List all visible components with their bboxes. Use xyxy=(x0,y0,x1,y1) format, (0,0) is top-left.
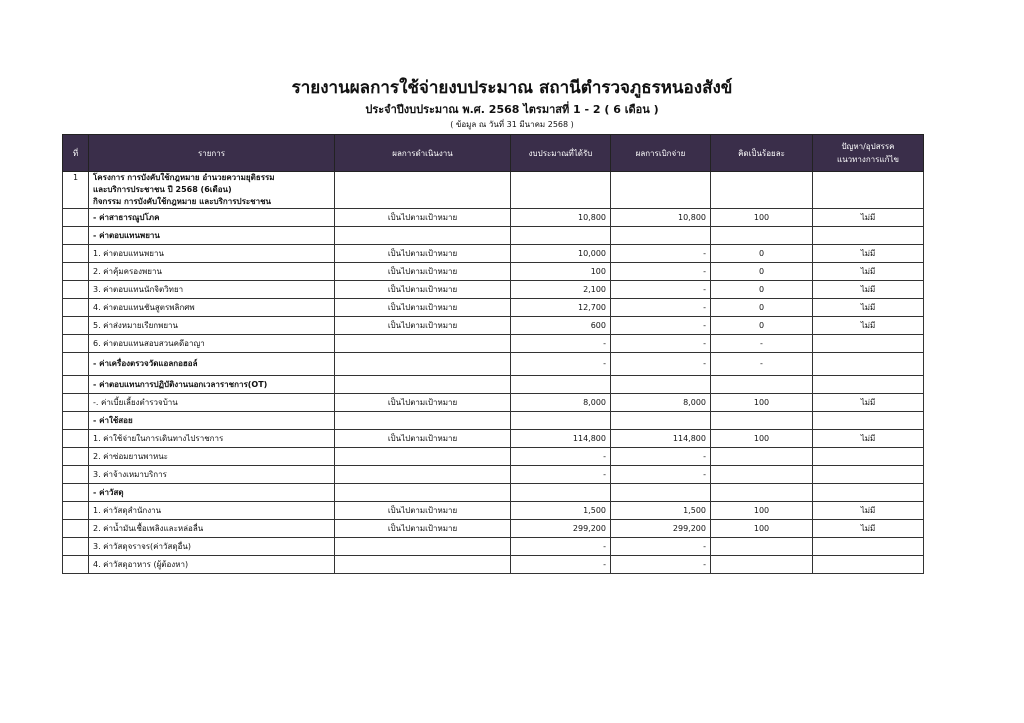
row-no xyxy=(63,263,89,281)
row-no xyxy=(63,484,89,502)
row-spent: - xyxy=(611,263,711,281)
row-spent xyxy=(611,484,711,502)
row-budget: - xyxy=(511,556,611,574)
row-spent xyxy=(611,227,711,245)
header-item: รายการ xyxy=(89,135,335,172)
row-result: เป็นไปตามเป้าหมาย xyxy=(335,209,511,227)
row-result: เป็นไปตามเป้าหมาย xyxy=(335,245,511,263)
project-description xyxy=(89,172,335,209)
row-percent xyxy=(711,466,813,484)
row-problem: ไม่มี xyxy=(813,245,924,263)
row-budget: 8,000 xyxy=(511,394,611,412)
row-no xyxy=(63,376,89,394)
row-budget: 114,800 xyxy=(511,430,611,448)
row-problem: ไม่มี xyxy=(813,394,924,412)
row-problem xyxy=(813,227,924,245)
row-percent: 100 xyxy=(711,430,813,448)
row-label: 3. ค่าตอบแทนนักจิตวิทยา xyxy=(89,281,335,299)
row-label: -. ค่าเบี้ยเลี้ยงตำรวจบ้าน xyxy=(89,394,335,412)
row-spent: - xyxy=(611,556,711,574)
row-percent: 0 xyxy=(711,317,813,335)
project-no: 1 xyxy=(63,172,89,209)
row-label: - ค่าใช้สอย xyxy=(89,412,335,430)
row-percent: - xyxy=(711,335,813,353)
row-result xyxy=(335,227,511,245)
table-row xyxy=(63,209,924,227)
row-problem: ไม่มี xyxy=(813,430,924,448)
row-spent: - xyxy=(611,245,711,263)
header-result: ผลการดำเนินงาน xyxy=(335,135,511,172)
row-no xyxy=(63,502,89,520)
project-line-1: โครงการ การบังคับใช้กฎหมาย อำนวยความยุติธรรม xyxy=(93,173,275,182)
row-budget xyxy=(511,376,611,394)
header-problem-line1: ปัญหา/อุปสรรค xyxy=(841,142,895,151)
row-result: เป็นไปตามเป้าหมาย xyxy=(335,394,511,412)
row-label: - ค่าตอบแทนการปฏิบัติงานนอกเวลาราชการ(OT) xyxy=(89,376,335,394)
row-budget: 12,700 xyxy=(511,299,611,317)
row-problem: ไม่มี xyxy=(813,281,924,299)
budget-table xyxy=(62,134,924,574)
row-spent: 1,500 xyxy=(611,502,711,520)
row-budget: 600 xyxy=(511,317,611,335)
row-percent: - xyxy=(711,353,813,376)
row-budget: 2,100 xyxy=(511,281,611,299)
row-percent: 0 xyxy=(711,299,813,317)
data-date-note: ( ข้อมูล ณ วันที่ 31 มีนาคม 2568 ) xyxy=(450,120,574,129)
row-problem xyxy=(813,412,924,430)
row-label: 6. ค่าตอบแทนสอบสวนคดีอาญา xyxy=(89,335,335,353)
row-no xyxy=(63,448,89,466)
row-no xyxy=(63,394,89,412)
row-no xyxy=(63,317,89,335)
table-row xyxy=(63,227,924,245)
row-label: 3. ค่าจ้างเหมาบริการ xyxy=(89,466,335,484)
row-result xyxy=(335,466,511,484)
table-row xyxy=(63,317,924,335)
table-row xyxy=(63,281,924,299)
table-row xyxy=(63,394,924,412)
row-spent: 10,800 xyxy=(611,209,711,227)
table-row xyxy=(63,430,924,448)
row-problem: ไม่มี xyxy=(813,317,924,335)
row-spent: - xyxy=(611,466,711,484)
row-spent: 8,000 xyxy=(611,394,711,412)
row-budget: 10,800 xyxy=(511,209,611,227)
row-spent: - xyxy=(611,317,711,335)
row-spent: - xyxy=(611,335,711,353)
row-budget: 10,000 xyxy=(511,245,611,263)
row-problem xyxy=(813,376,924,394)
row-percent: 100 xyxy=(711,520,813,538)
table-row xyxy=(63,448,924,466)
row-spent: 114,800 xyxy=(611,430,711,448)
row-percent xyxy=(711,484,813,502)
project-line-3: กิจกรรม การบังคับใช้กฎหมาย และบริการประชาชน xyxy=(93,197,271,206)
row-spent: - xyxy=(611,538,711,556)
row-result xyxy=(335,556,511,574)
row-percent: 0 xyxy=(711,245,813,263)
row-label: 2. ค่าคุ้มครองพยาน xyxy=(89,263,335,281)
row-percent xyxy=(711,376,813,394)
table-row xyxy=(63,376,924,394)
row-label: 1. ค่าวัสดุสำนักงาน xyxy=(89,502,335,520)
row-label: 2. ค่าน้ำมันเชื้อเพลิงและหล่อลื่น xyxy=(89,520,335,538)
row-label: 1. ค่าใช้จ่ายในการเดินทางไปราชการ xyxy=(89,430,335,448)
header-problem xyxy=(813,135,924,172)
project-percent xyxy=(711,172,813,209)
row-budget xyxy=(511,412,611,430)
table-row xyxy=(63,412,924,430)
row-budget: 299,200 xyxy=(511,520,611,538)
table-row xyxy=(63,484,924,502)
row-budget xyxy=(511,484,611,502)
row-label: - ค่าเครื่องตรวจวัดแอลกอฮอล์ xyxy=(89,353,335,376)
row-result xyxy=(335,412,511,430)
report-subtitle: ประจำปีงบประมาณ พ.ศ. 2568 ไตรมาสที่ 1 - 2 ( 6 เดือน ) xyxy=(365,103,659,116)
row-label: 3. ค่าวัสดุจราจร(ค่าวัสดุอื่น) xyxy=(89,538,335,556)
row-label: 2. ค่าซ่อมยานพาหนะ xyxy=(89,448,335,466)
project-budget xyxy=(511,172,611,209)
table-header-row xyxy=(63,135,924,172)
row-spent: - xyxy=(611,281,711,299)
row-no xyxy=(63,466,89,484)
row-label: 5. ค่าส่งหมายเรียกพยาน xyxy=(89,317,335,335)
row-result xyxy=(335,353,511,376)
row-budget: - xyxy=(511,466,611,484)
row-budget: - xyxy=(511,448,611,466)
row-budget: - xyxy=(511,353,611,376)
row-result: เป็นไปตามเป้าหมาย xyxy=(335,263,511,281)
row-result: เป็นไปตามเป้าหมาย xyxy=(335,520,511,538)
row-percent: 100 xyxy=(711,394,813,412)
row-no xyxy=(63,299,89,317)
row-percent: 100 xyxy=(711,502,813,520)
header-spent: ผลการเบิกจ่าย xyxy=(611,135,711,172)
row-percent xyxy=(711,227,813,245)
row-problem xyxy=(813,466,924,484)
row-label: 4. ค่าวัสดุอาหาร (ผู้ต้องหา) xyxy=(89,556,335,574)
row-percent xyxy=(711,556,813,574)
row-no xyxy=(63,353,89,376)
row-result: เป็นไปตามเป้าหมาย xyxy=(335,430,511,448)
row-label: - ค่าวัสดุ xyxy=(89,484,335,502)
row-result: เป็นไปตามเป้าหมาย xyxy=(335,281,511,299)
row-result: เป็นไปตามเป้าหมาย xyxy=(335,317,511,335)
row-problem: ไม่มี xyxy=(813,299,924,317)
table-row xyxy=(63,538,924,556)
table-row xyxy=(63,502,924,520)
table-row xyxy=(63,556,924,574)
project-row xyxy=(63,172,924,209)
row-problem: ไม่มี xyxy=(813,209,924,227)
row-label: 1. ค่าตอบแทนพยาน xyxy=(89,245,335,263)
row-problem: ไม่มี xyxy=(813,502,924,520)
table-row xyxy=(63,245,924,263)
row-spent xyxy=(611,412,711,430)
table-row xyxy=(63,520,924,538)
row-no xyxy=(63,430,89,448)
row-budget xyxy=(511,227,611,245)
row-result xyxy=(335,484,511,502)
project-problem xyxy=(813,172,924,209)
table-row xyxy=(63,299,924,317)
row-budget: 100 xyxy=(511,263,611,281)
row-result xyxy=(335,538,511,556)
table-row xyxy=(63,353,924,376)
row-problem xyxy=(813,335,924,353)
header-budget: งบประมาณที่ได้รับ xyxy=(511,135,611,172)
row-result xyxy=(335,335,511,353)
row-spent: - xyxy=(611,353,711,376)
row-spent xyxy=(611,376,711,394)
row-result: เป็นไปตามเป้าหมาย xyxy=(335,502,511,520)
row-label: - ค่าสาธารณูปโภค xyxy=(89,209,335,227)
header-problem-line2: แนวทางการแก้ไข xyxy=(837,155,899,164)
row-spent: 299,200 xyxy=(611,520,711,538)
row-result: เป็นไปตามเป้าหมาย xyxy=(335,299,511,317)
row-percent: 0 xyxy=(711,263,813,281)
row-problem xyxy=(813,484,924,502)
row-no xyxy=(63,412,89,430)
row-budget: - xyxy=(511,335,611,353)
row-no xyxy=(63,538,89,556)
row-percent: 100 xyxy=(711,209,813,227)
row-problem xyxy=(813,448,924,466)
row-no xyxy=(63,520,89,538)
row-problem xyxy=(813,353,924,376)
row-no xyxy=(63,209,89,227)
row-percent xyxy=(711,538,813,556)
table-row xyxy=(63,335,924,353)
table-row xyxy=(63,263,924,281)
row-problem: ไม่มี xyxy=(813,263,924,281)
row-result xyxy=(335,376,511,394)
row-percent: 0 xyxy=(711,281,813,299)
row-percent xyxy=(711,448,813,466)
row-problem xyxy=(813,556,924,574)
row-no xyxy=(63,227,89,245)
project-result xyxy=(335,172,511,209)
row-budget: 1,500 xyxy=(511,502,611,520)
row-spent: - xyxy=(611,299,711,317)
row-problem: ไม่มี xyxy=(813,520,924,538)
row-no xyxy=(63,245,89,263)
row-no xyxy=(63,335,89,353)
row-result xyxy=(335,448,511,466)
row-budget: - xyxy=(511,538,611,556)
header-no: ที่ xyxy=(63,135,89,172)
row-label: - ค่าตอบแทนพยาน xyxy=(89,227,335,245)
project-line-2: และบริการประชาชน ปี 2568 (6เดือน) xyxy=(93,185,232,194)
row-no xyxy=(63,556,89,574)
header-percent: คิดเป็นร้อยละ xyxy=(711,135,813,172)
report-title: รายงานผลการใช้จ่ายงบประมาณ สถานีตำรวจภูธรหนองสังข์ xyxy=(291,78,733,98)
row-no xyxy=(63,281,89,299)
row-percent xyxy=(711,412,813,430)
row-spent: - xyxy=(611,448,711,466)
project-spent xyxy=(611,172,711,209)
row-label: 4. ค่าตอบแทนชันสูตรพลิกศพ xyxy=(89,299,335,317)
table-row xyxy=(63,466,924,484)
row-problem xyxy=(813,538,924,556)
